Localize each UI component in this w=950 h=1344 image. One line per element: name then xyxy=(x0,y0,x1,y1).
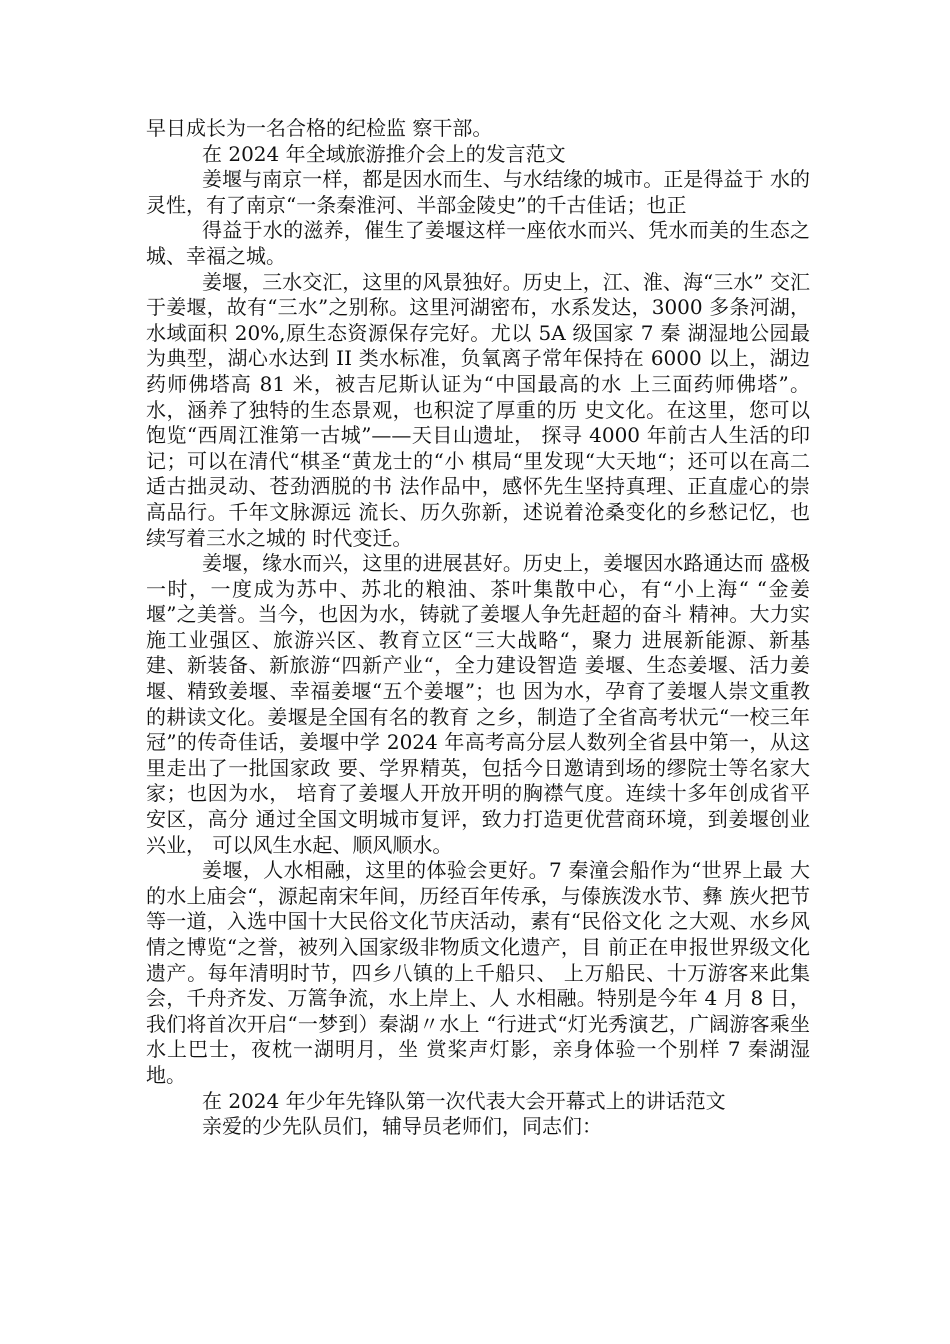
paragraph-intro: 姜堰与南京一样，都是因水而生、与水结缘的城市。正是得益于 水的灵性，有了南京“一条秦淮河、半部金陵史”的千古佳话；也正 xyxy=(146,167,810,217)
paragraph-scenery: 姜堰，三水交汇，这里的风景独好。历史上，江、淮、海“三水” 交汇于姜堰，故有“三水”之别称。这里河湖密布，水系发达，3000 多条河湖，水域面积 20%,原生态资源保存完好。尤以 5A 级国家 7 秦 湖湿地公园最为典型，湖心水达到 II 类水标准，负氧离子常年保持在 6000 以上，湖边药师佛塔高 81 米，被吉尼斯认证为“中国最高的水 上三面药师佛塔”。水，涵养了独特的生态景观，也积淀了厚重的历 史文化。在这里，您可以饱览“西周江淮第一古城”——天目山遗址， 探寻 4000 年前古人生活的印记；可以在清代“棋圣“黄龙士的“小 棋局“里发现“大天地“；还可以在高二适古拙灵动、苍劲洒脱的书 法作品中，感怀先生坚持真理、正直虚心的崇高品行。千年文脉源远 流长、历久弥新，述说着沧桑变化的乡愁记忆，也续写着三水之城的 时代变迁。 xyxy=(146,269,810,550)
article-title-tourism: 在 2024 年全域旅游推介会上的发言范文 xyxy=(202,141,566,166)
document-page xyxy=(146,116,810,1140)
article-greeting: 亲爱的少先队员们，辅导员老师们，同志们： xyxy=(202,1114,602,1139)
paragraph-development: 姜堰，缘水而兴，这里的进展甚好。历史上，姜堰因水路通达而 盛极一时，一度成为苏中、苏北的粮油、茶叶集散中心，有“小上海“ “金姜堰”之美誉。当今，也因为水，铸就了姜堰人争先赶超的奋斗 精神。大力实施工业强区、旅游兴区、教育立区“三大战略“，聚力 进展新能源、新基建、新装备、新旅游“四新产业“，全力建设智造 姜堰、生态姜堰、活力姜堰、精致姜堰、幸福姜堰“五个姜堰”；也 因为水，孕育了姜堰人崇文重教的耕读文化。姜堰是全国有名的教育 之乡，制造了全省高考状元“一校三年冠”的传奇佳话，姜堰中学 2024 年高考高分层人数列全省县中第一，从这里走出了一批国家政 要、学界精英，包括今日邀请到场的缪院士等名家大家；也因为水， 培育了姜堰人开放开明的胸襟气度。连续十多年创成省平安区，高分 通过全国文明城市复评，致力打造更优营商环境，到姜堰创业兴业， 可以风生水起、顺风顺水。 xyxy=(146,551,810,857)
article-title-pioneers: 在 2024 年少年先锋队第一次代表大会开幕式上的讲话范文 xyxy=(202,1088,726,1113)
carryover-paragraph: 早日成长为一名合格的纪检监 察干部。 xyxy=(146,116,493,140)
paragraph-experience: 姜堰，人水相融，这里的体验会更好。7 秦潼会船作为“世界上最 大的水上庙会“，源起南宋年间，历经百年传承，与傣族泼水节、彝 族火把节等一道，入选中国十大民俗文化节庆活动，素有“民俗文化 之大观、水乡风情之博览“之誉，被列入国家级非物质文化遗产，目 前正在申报世界级文化遗产。每年清明时节，四乡八镇的上千船只、 上万船民、十万游客来此集会，千舟齐发、万篙争流，水上岸上、人 水相融。特别是今年 4 月 8 日，我们将首次开启“一梦到）秦湖〃水上 “行进式“灯光秀演艺，广阔游客乘坐水上巴士，夜枕一湖明月，坐 赏桨声灯影，亲身体验一个别样 7 秦湖湿地。 xyxy=(146,858,810,1087)
paragraph-intro-continued: 得益于水的滋养，催生了姜堰这样一座依水而兴、凭水而美的生态之 城、幸福之城。 xyxy=(146,218,810,268)
